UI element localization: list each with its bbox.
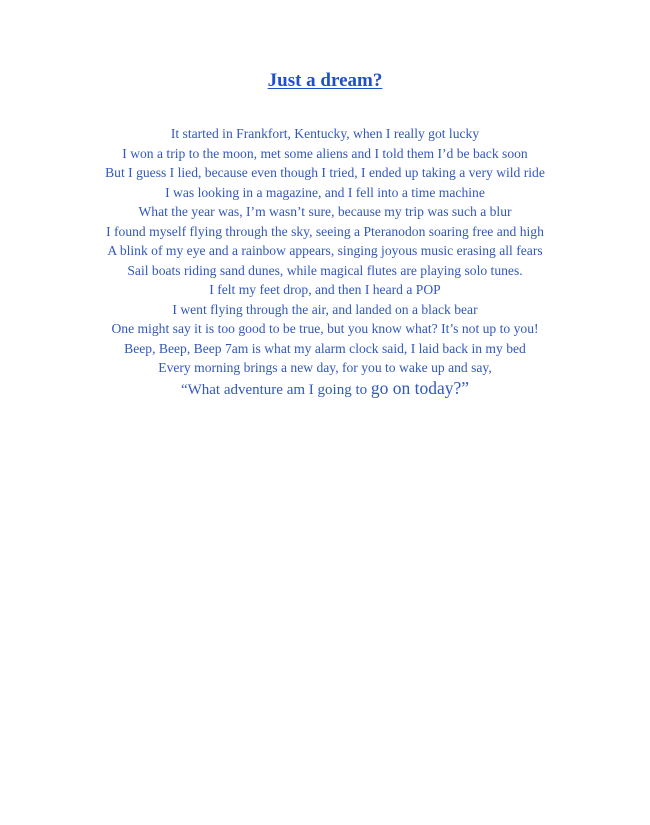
poem-line: Sail boats riding sand dunes, while magical flutes are playing solo tunes. [127,262,523,278]
final-line-start: “What adventure am I going to [180,381,371,398]
poem-line: Every morning brings a new day, for you to wake up and say, [158,360,492,375]
poem-final-line [0,379,650,401]
poem-line: It started in Frankfort, Kentucky, when I really got lucky [170,126,480,141]
poem-line: But I guess I lied, because even though I tried, I ended up taking a very wild ride [105,165,545,180]
poem-line: Beep, Beep, Beep 7am is what my alarm clock said, I laid back in my bed [124,340,526,356]
poem-line: I was looking in a magazine, and I fell into a time machine [165,184,485,200]
poem-line: I won a trip to the moon, met some aliens and I told them I’d be back soon [122,145,528,161]
poem-line: A blink of my eye and a rainbow appears, singing joyous music erasing all fears [107,243,543,258]
poem-line: I went flying through the air, and landed on a black bear [172,301,478,317]
poem-line: One might say it is too good to be true, but you know what? It’s not up to you! [111,321,539,336]
poem-line: What the year was, I’m wasn’t sure, because my trip was such a blur [138,204,512,219]
poem-body [0,124,650,400]
document-title: Just a dream? [267,70,383,91]
poem-line: I felt my feet drop, and then I heard a POP [209,282,441,297]
final-line-end: go on today?” [370,377,470,398]
poem-line: I found myself flying through the sky, seeing a Pteranodon soaring free and high [106,223,544,239]
